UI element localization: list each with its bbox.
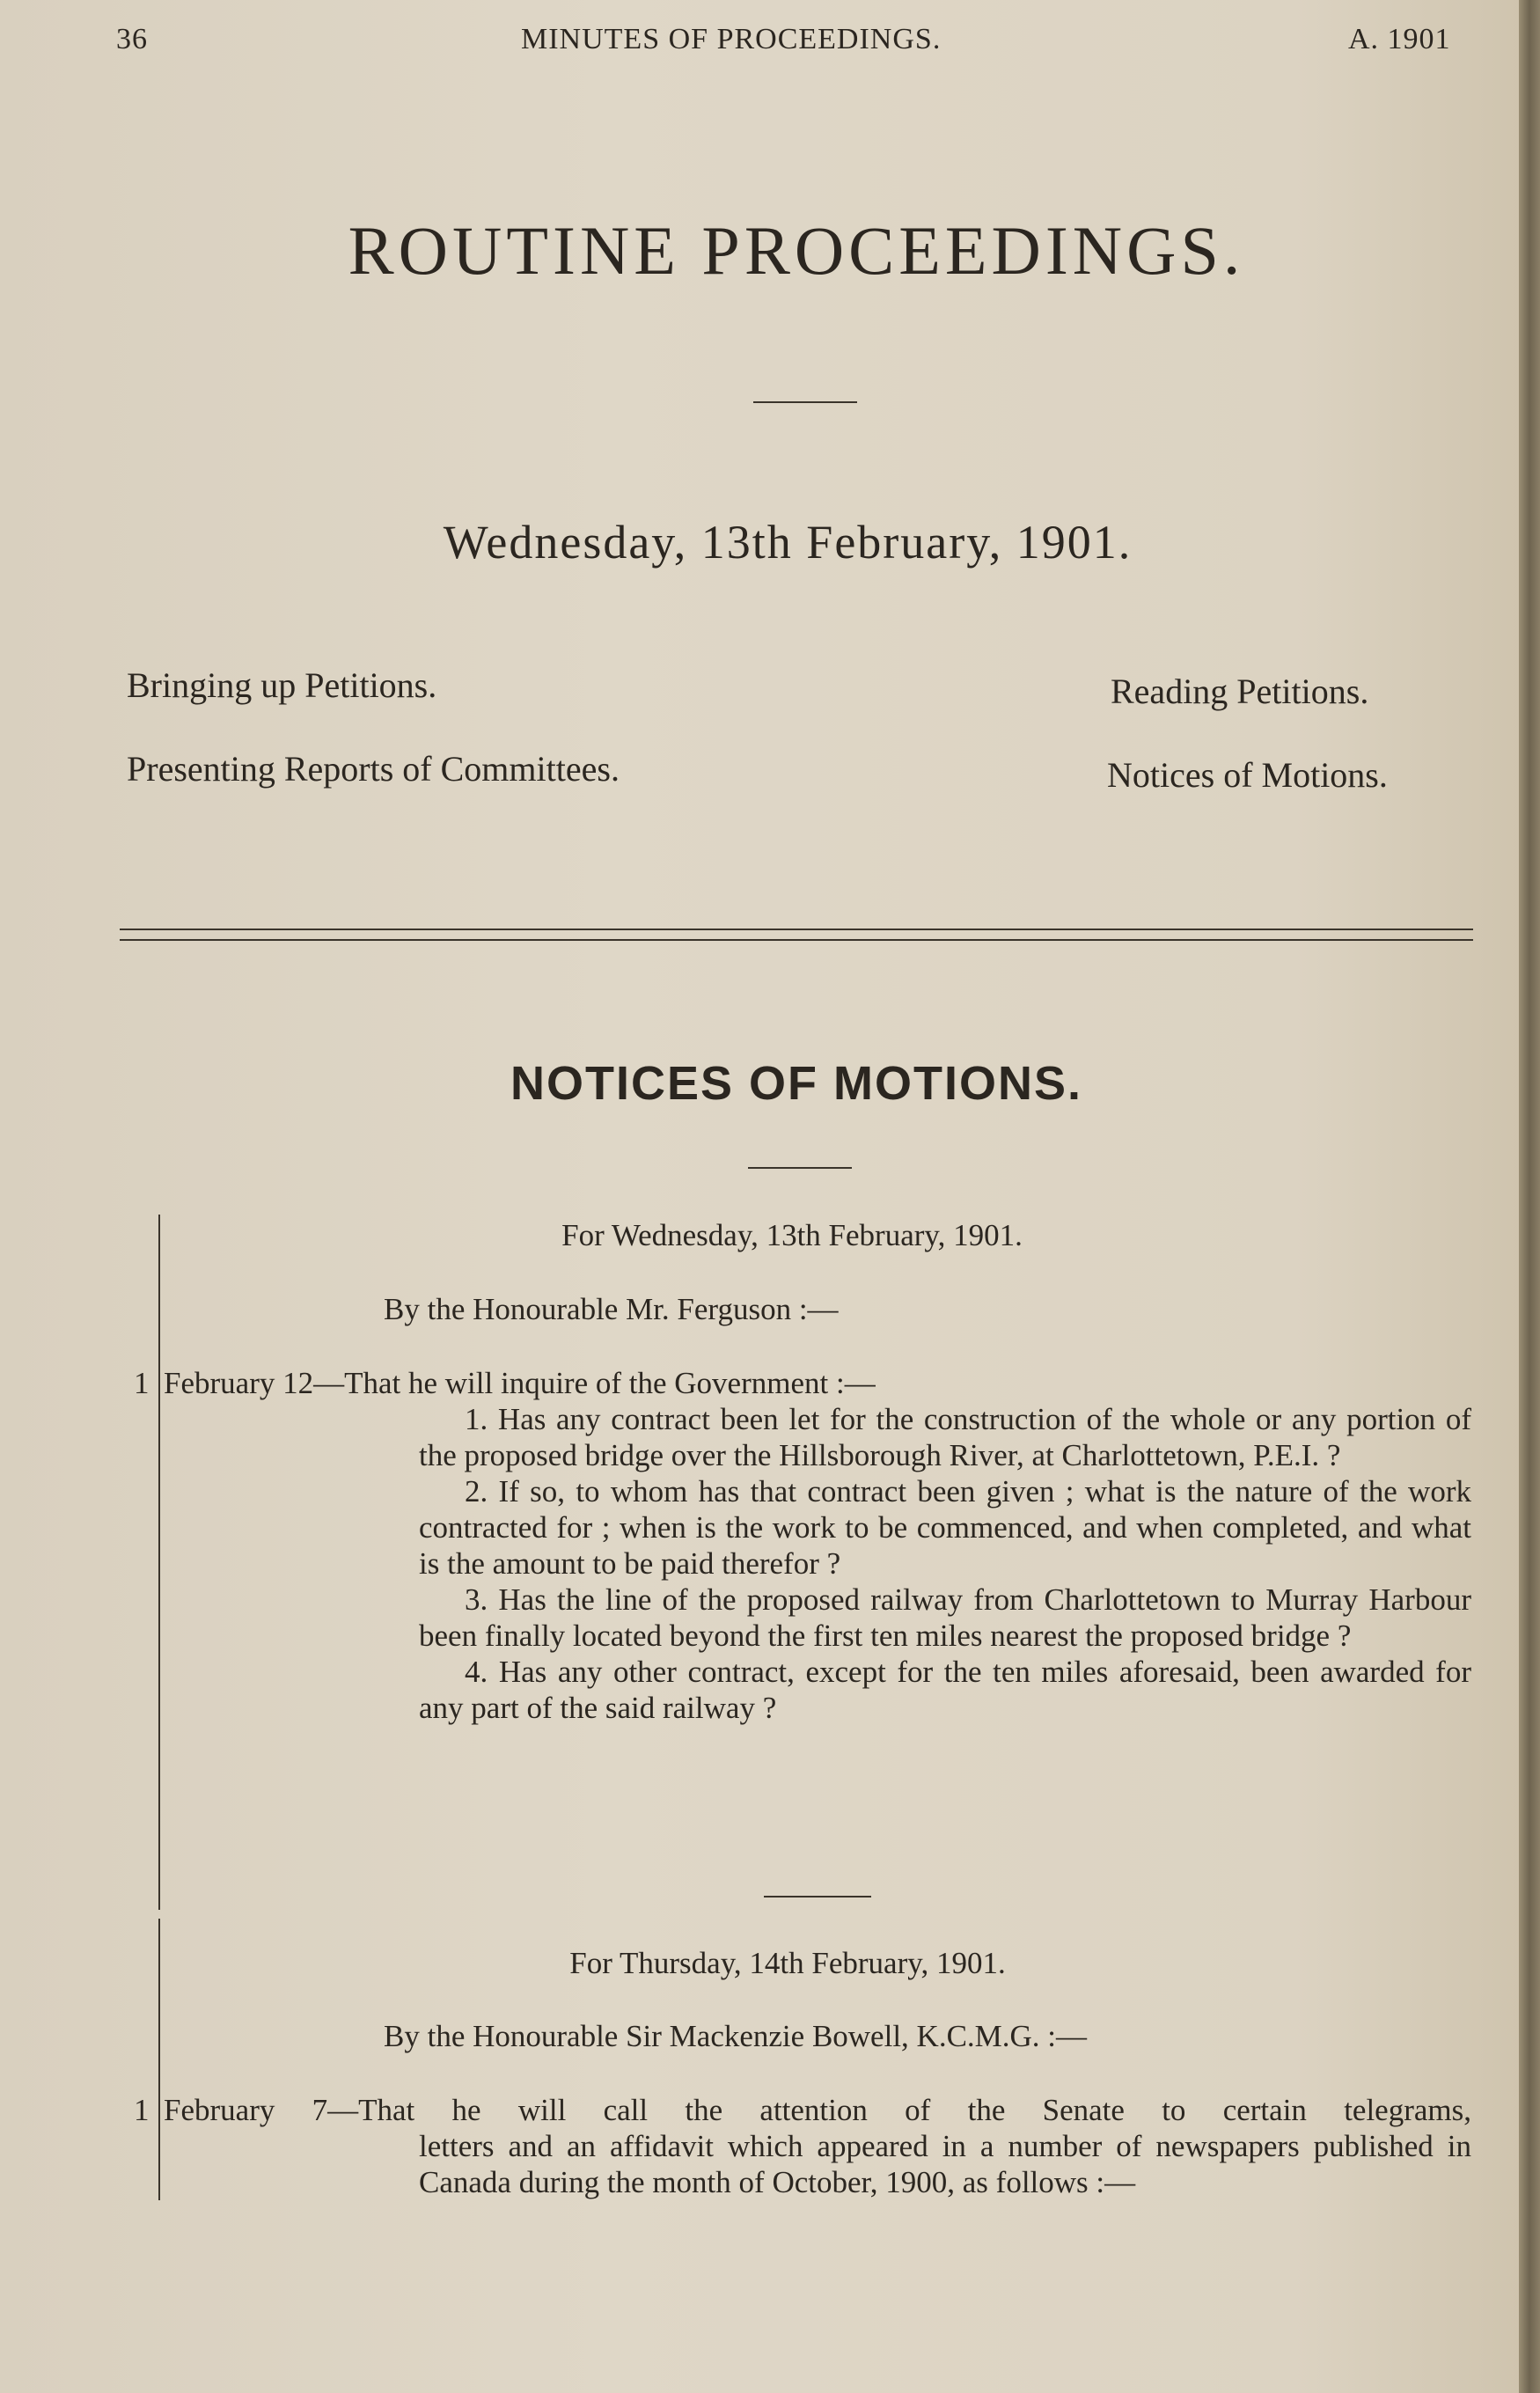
routine-item-reading-petitions: Reading Petitions. (1111, 672, 1369, 711)
running-title: MINUTES OF PROCEEDINGS. (521, 23, 942, 55)
notice-for-date: For Thursday, 14th February, 1901. (569, 1946, 1006, 1980)
double-rule-divider (120, 929, 1473, 941)
notice-questions (419, 1401, 1471, 1726)
question-1: 1. Has any contract been let for the construction of the whole or any portion of the proposed bridge over the Hillsborough River, at Charlottetown, P.E.I. ? (419, 1402, 1471, 1472)
header-year: A. 1901 (1348, 23, 1451, 55)
notice-continuation-text: letters and an affidavit which appeared in a number of newspapers published in Canada during the month of October, 1900, as follows :— (419, 2129, 1471, 2199)
short-rule (748, 1167, 852, 1169)
short-rule (753, 401, 857, 403)
notice-by-line: By the Honourable Mr. Ferguson :— (384, 1292, 839, 1326)
short-rule (764, 1896, 871, 1898)
notice-continuation (419, 2128, 1471, 2200)
routine-title: ROUTINE PROCEEDINGS. (348, 212, 1245, 289)
notice-lead: February 7—That he will call the attention of the Senate to certain telegrams, (164, 2093, 1471, 2127)
routine-item-presenting-reports: Presenting Reports of Committees. (127, 749, 620, 789)
routine-item-notices-of-motions: Notices of Motions. (1107, 755, 1388, 795)
page-number: 36 (116, 23, 148, 55)
notice-lead: February 12—That he will inquire of the Government :— (164, 1366, 876, 1400)
routine-date: Wednesday, 13th February, 1901. (443, 516, 1133, 569)
margin-line (158, 1215, 160, 1910)
notice-for-date: For Wednesday, 13th February, 1901. (561, 1218, 1023, 1252)
notice-by-line: By the Honourable Sir Mackenzie Bowell, K.C.M.G. :— (384, 2019, 1088, 2053)
notice-number: 1 (134, 2093, 150, 2127)
page-edge (1519, 0, 1540, 2393)
question-3: 3. Has the line of the proposed railway from Charlottetown to Murray Harbour been finally located beyond the first ten miles nearest the proposed bridge ? (419, 1582, 1471, 1653)
question-2: 2. If so, to whom has that contract been given ; what is the nature of the work contracted for ; when is the work to be commenced, and when completed, and what is the amount to be paid therefor ? (419, 1474, 1471, 1581)
notice-number: 1 (134, 1366, 150, 1400)
notices-title: NOTICES OF MOTIONS. (510, 1057, 1082, 1110)
question-4: 4. Has any other contract, except for the ten miles aforesaid, been awarded for any part of the said railway ? (419, 1655, 1471, 1725)
routine-item-bringing-up-petitions: Bringing up Petitions. (127, 665, 437, 705)
